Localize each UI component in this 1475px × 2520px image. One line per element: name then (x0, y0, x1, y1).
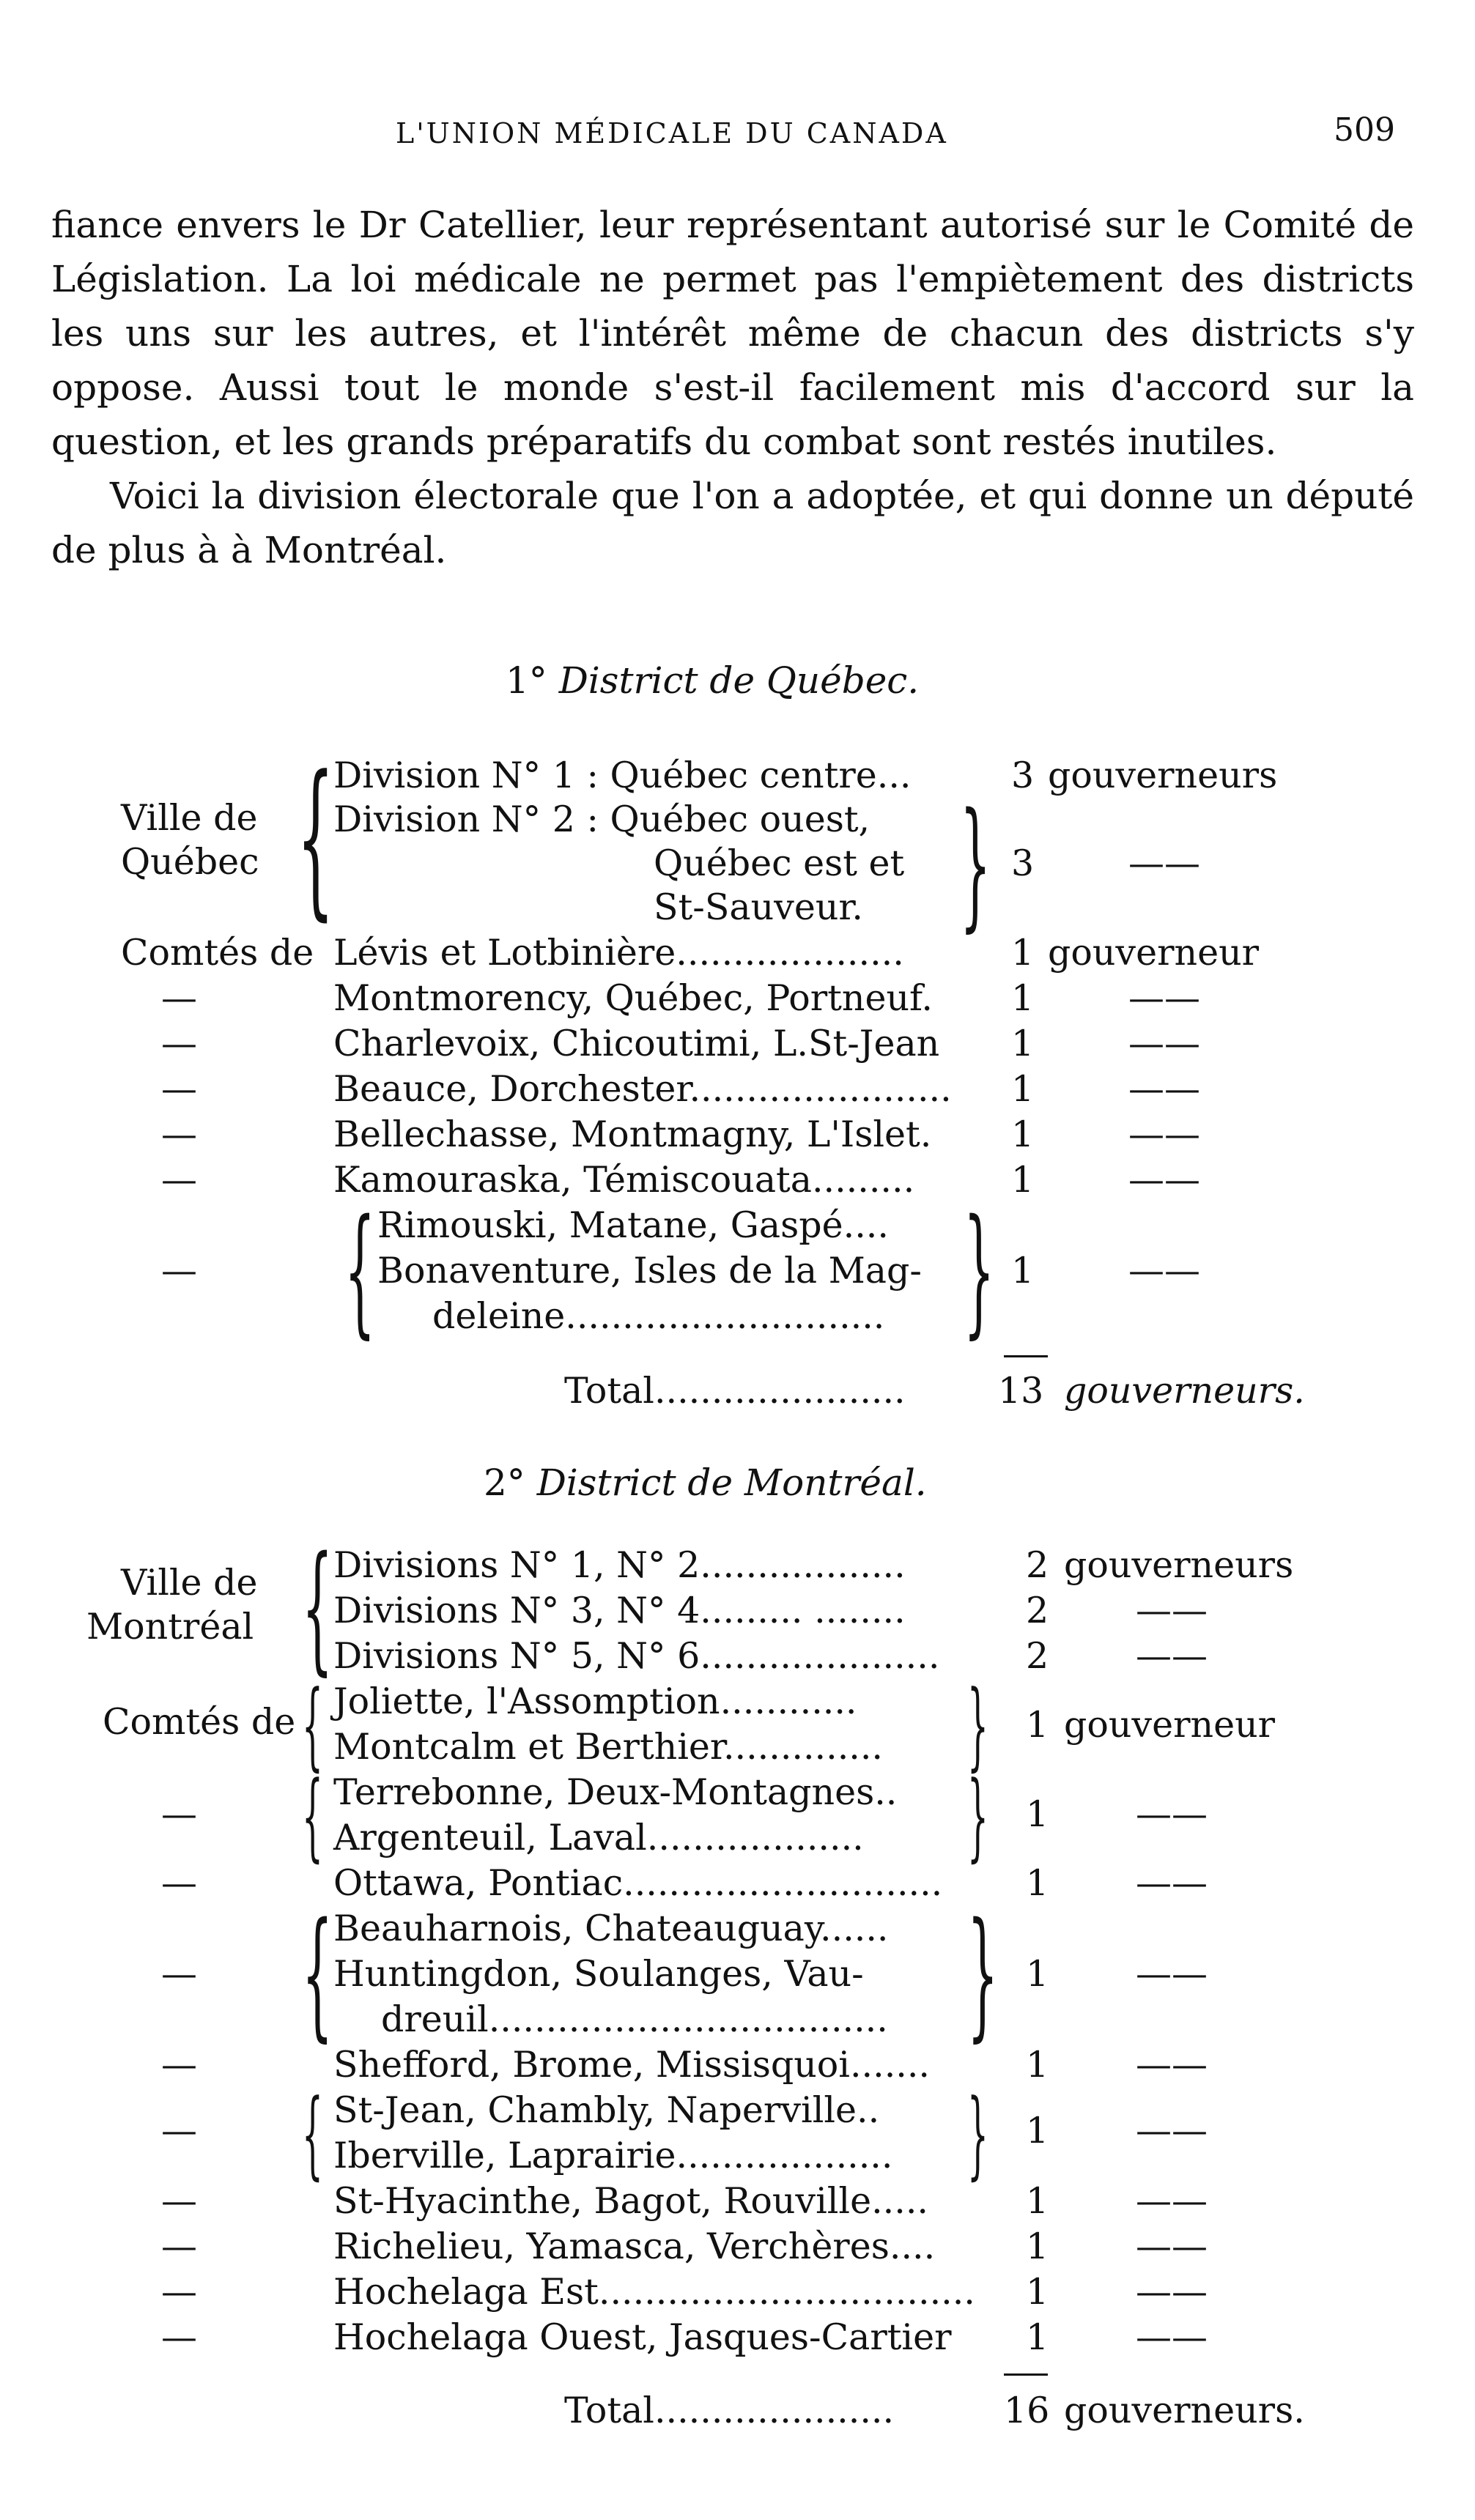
quebec-city-row-1: Division N° 1 : Québec centre... (333, 755, 912, 796)
quebec-heading-title: District de Québec. (558, 659, 920, 702)
montreal-total-count: 16 (1004, 2390, 1050, 2431)
quebec-city-row-3: Québec est et (654, 842, 905, 884)
montreal-g2-brace-left: { (302, 1760, 323, 1872)
montreal-g3-row-1: Beauharnois, Chateauguay...... (333, 1908, 889, 1949)
quebec-county-6: Kamouraska, Témiscouata......... (333, 1159, 915, 1201)
quebec-county-1-unit: gouverneur (1048, 932, 1260, 974)
montreal-heading-title: District de Montréal. (536, 1461, 927, 1504)
quebec-county-3-count: 1 (1011, 1023, 1035, 1064)
quebec-group-row-2: Bonaventure, Isles de la Mag- (377, 1250, 922, 1292)
montreal-city-row-1-unit: gouverneurs (1064, 1544, 1294, 1586)
montreal-tail-1-prefix: — (161, 2180, 197, 2222)
quebec-total-count: 13 (998, 1370, 1044, 1412)
quebec-county-4-count: 1 (1011, 1068, 1035, 1110)
running-header: L'UNION MÉDICALE DU CANADA (396, 117, 948, 149)
montreal-g4-count: 1 (1026, 2110, 1049, 2152)
quebec-city-brace: { (297, 741, 335, 936)
montreal-g3-prefix: — (161, 1953, 197, 1995)
montreal-g1-row-1: Joliette, l'Assomption............ (333, 1680, 857, 1722)
montreal-g2-row-1: Terrebonne, Deux-Montagnes.. (333, 1771, 898, 1813)
montreal-g1-row-2: Montcalm et Berthier.............. (333, 1726, 884, 1768)
quebec-total-rule (1004, 1355, 1048, 1357)
montreal-city-row-1-count: 2 (1026, 1544, 1049, 1586)
quebec-total-unit: gouverneurs. (1064, 1370, 1305, 1412)
montreal-tail-3-unit: —— (1136, 2271, 1208, 2313)
montreal-g4-row-1: St-Jean, Chambly, Naperville.. (333, 2089, 880, 2131)
quebec-total-label: Total...................... (564, 1370, 906, 1412)
paragraph-2: Voici la division électorale que l'on a adoptée, et qui donne un député de plus à à Montréal. (51, 475, 1414, 571)
page-number: 509 (1334, 111, 1395, 149)
montreal-tail-2-count: 1 (1026, 2226, 1049, 2267)
quebec-city-row-2: Division N° 2 : Québec ouest, (333, 798, 870, 840)
quebec-county-2-count: 1 (1011, 977, 1035, 1019)
quebec-county-4: Beauce, Dorchester....................... (333, 1068, 952, 1110)
montreal-total-rule (1004, 2373, 1048, 2376)
quebec-group-brace-left: { (344, 1190, 376, 1352)
montreal-g3-count: 1 (1026, 1953, 1049, 1995)
montreal-tail-1-unit: —— (1136, 2180, 1208, 2222)
quebec-city-row-3-count: 3 (1011, 842, 1035, 884)
montreal-tail-1-count: 1 (1026, 2180, 1049, 2222)
montreal-g1-unit: gouverneur (1064, 1704, 1276, 1746)
quebec-county-4-prefix: — (161, 1068, 197, 1110)
montreal-g2-brace-right: } (967, 1760, 988, 1872)
body-text (51, 198, 1414, 577)
montreal-city-row-2: Divisions N° 3, N° 4......... ........ (333, 1590, 906, 1631)
montreal-tail-2-unit: —— (1136, 2226, 1208, 2267)
montreal-tail-3-count: 1 (1026, 2271, 1049, 2313)
quebec-county-5: Bellechasse, Montmagny, L'Islet. (333, 1113, 932, 1155)
montreal-city-row-3-count: 2 (1026, 1635, 1049, 1677)
montreal-ville-label-1: Ville de (121, 1562, 258, 1604)
quebec-county-6-prefix: — (161, 1159, 197, 1201)
quebec-ville-label-1: Ville de (121, 797, 258, 839)
montreal-g1-brace-left: { (302, 1670, 323, 1781)
montreal-tail-4-prefix: — (161, 2316, 197, 2358)
quebec-county-6-count: 1 (1011, 1159, 1035, 1201)
montreal-tail-4-count: 1 (1026, 2316, 1049, 2358)
quebec-county-5-unit: —— (1128, 1113, 1200, 1155)
quebec-city-sub-brace: } (960, 783, 991, 945)
montreal-g3-unit: —— (1136, 1953, 1208, 1995)
montreal-city-row-2-count: 2 (1026, 1590, 1049, 1631)
quebec-city-row-4: St-Sauveur. (654, 886, 864, 928)
montreal-city-row-2-unit: —— (1136, 1590, 1208, 1631)
montreal-g1-brace-right: } (967, 1670, 988, 1781)
montreal-city-brace: { (302, 1527, 333, 1689)
montreal-g2-prefix: — (161, 1793, 197, 1835)
quebec-county-1-count: 1 (1011, 932, 1035, 974)
montreal-shefford-prefix: — (161, 2044, 197, 2086)
montreal-comtes-label: Comtés de (103, 1701, 296, 1743)
montreal-g4-brace-left: { (302, 2078, 323, 2190)
montreal-ottawa: Ottawa, Pontiac............................ (333, 1862, 943, 1904)
montreal-g3-row-2: Huntingdon, Soulanges, Vau- (333, 1953, 864, 1995)
montreal-g3-row-3: dreuil................................... (381, 1998, 888, 2040)
quebec-comtes-label: Comtés de (121, 932, 314, 974)
montreal-total-label: Total..................... (564, 2390, 895, 2431)
quebec-county-4-unit: —— (1128, 1068, 1200, 1110)
quebec-county-3-unit: —— (1128, 1023, 1200, 1064)
montreal-g4-unit: —— (1136, 2110, 1208, 2152)
montreal-shefford: Shefford, Brome, Missisquoi....... (333, 2044, 931, 2086)
quebec-county-6-unit: —— (1128, 1159, 1200, 1201)
quebec-heading-number: 1° (506, 659, 547, 702)
quebec-group-row-3: deleine............................ (432, 1295, 885, 1337)
montreal-tail-3-prefix: — (161, 2271, 197, 2313)
montreal-heading-number: 2° (484, 1461, 525, 1504)
quebec-county-3: Charlevoix, Chicoutimi, L.St-Jean (333, 1023, 940, 1064)
montreal-heading (484, 1461, 927, 1504)
quebec-heading (506, 659, 919, 702)
montreal-g2-row-2: Argenteuil, Laval................... (333, 1817, 864, 1858)
quebec-group-row-1: Rimouski, Matane, Gaspé.... (377, 1204, 889, 1246)
quebec-group-count: 1 (1011, 1250, 1035, 1292)
quebec-city-row-1-unit: gouverneurs (1048, 755, 1278, 796)
montreal-g2-count: 1 (1026, 1793, 1049, 1835)
montreal-total-unit: gouverneurs. (1064, 2390, 1305, 2431)
montreal-city-row-3-unit: —— (1136, 1635, 1208, 1677)
montreal-g3-brace-right: } (967, 1893, 999, 2055)
montreal-city-row-1: Divisions N° 1, N° 2.................. (333, 1544, 906, 1586)
quebec-county-2-unit: —— (1128, 977, 1200, 1019)
montreal-shefford-count: 1 (1026, 2044, 1049, 2086)
montreal-tail-1: St-Hyacinthe, Bagot, Rouville..... (333, 2180, 928, 2222)
quebec-ville-label-2: Québec (121, 841, 259, 883)
montreal-ottawa-unit: —— (1136, 1862, 1208, 1904)
montreal-g2-unit: —— (1136, 1793, 1208, 1835)
quebec-county-2: Montmorency, Québec, Portneuf. (333, 977, 933, 1019)
montreal-tail-4: Hochelaga Ouest, Jasques-Cartier (333, 2316, 952, 2358)
quebec-county-5-count: 1 (1011, 1113, 1035, 1155)
quebec-group-brace-right: } (964, 1190, 995, 1352)
quebec-city-row-3-unit: —— (1128, 842, 1200, 884)
quebec-city-row-1-count: 3 (1011, 755, 1035, 796)
montreal-ottawa-count: 1 (1026, 1862, 1049, 1904)
montreal-tail-2-prefix: — (161, 2226, 197, 2267)
paragraph-1: fiance envers le Dr Catellier, leur représentant autorisé sur le Comité de Législation. La loi médicale ne permet pas l'empiètement des districts les uns sur les autres, et l'intérêt même de chacun des districts s'y oppose. Aussi tout le monde s'est-il facilement mis d'accord sur la question, et les grands préparatifs du combat sont restés inutiles. (51, 204, 1414, 463)
montreal-ville-label-2: Montréal (86, 1606, 254, 1648)
montreal-g4-brace-right: } (967, 2078, 988, 2190)
quebec-group-prefix: — (161, 1250, 197, 1292)
quebec-county-3-prefix: — (161, 1023, 197, 1064)
montreal-shefford-unit: —— (1136, 2044, 1208, 2086)
montreal-g4-row-2: Iberville, Laprairie................... (333, 2135, 893, 2176)
montreal-g1-count: 1 (1026, 1704, 1049, 1746)
montreal-ottawa-prefix: — (161, 1862, 197, 1904)
montreal-tail-4-unit: —— (1136, 2316, 1208, 2358)
montreal-tail-3: Hochelaga Est................................. (333, 2271, 975, 2313)
quebec-county-2-prefix: — (161, 977, 197, 1019)
montreal-tail-2: Richelieu, Yamasca, Verchères.... (333, 2226, 936, 2267)
quebec-group-unit: —— (1128, 1250, 1200, 1292)
quebec-county-1: Lévis et Lotbinière.................... (333, 932, 904, 974)
montreal-g3-brace-left: { (302, 1893, 333, 2055)
montreal-g4-prefix: — (161, 2110, 197, 2152)
quebec-county-5-prefix: — (161, 1113, 197, 1155)
montreal-city-row-3: Divisions N° 5, N° 6..................... (333, 1635, 940, 1677)
